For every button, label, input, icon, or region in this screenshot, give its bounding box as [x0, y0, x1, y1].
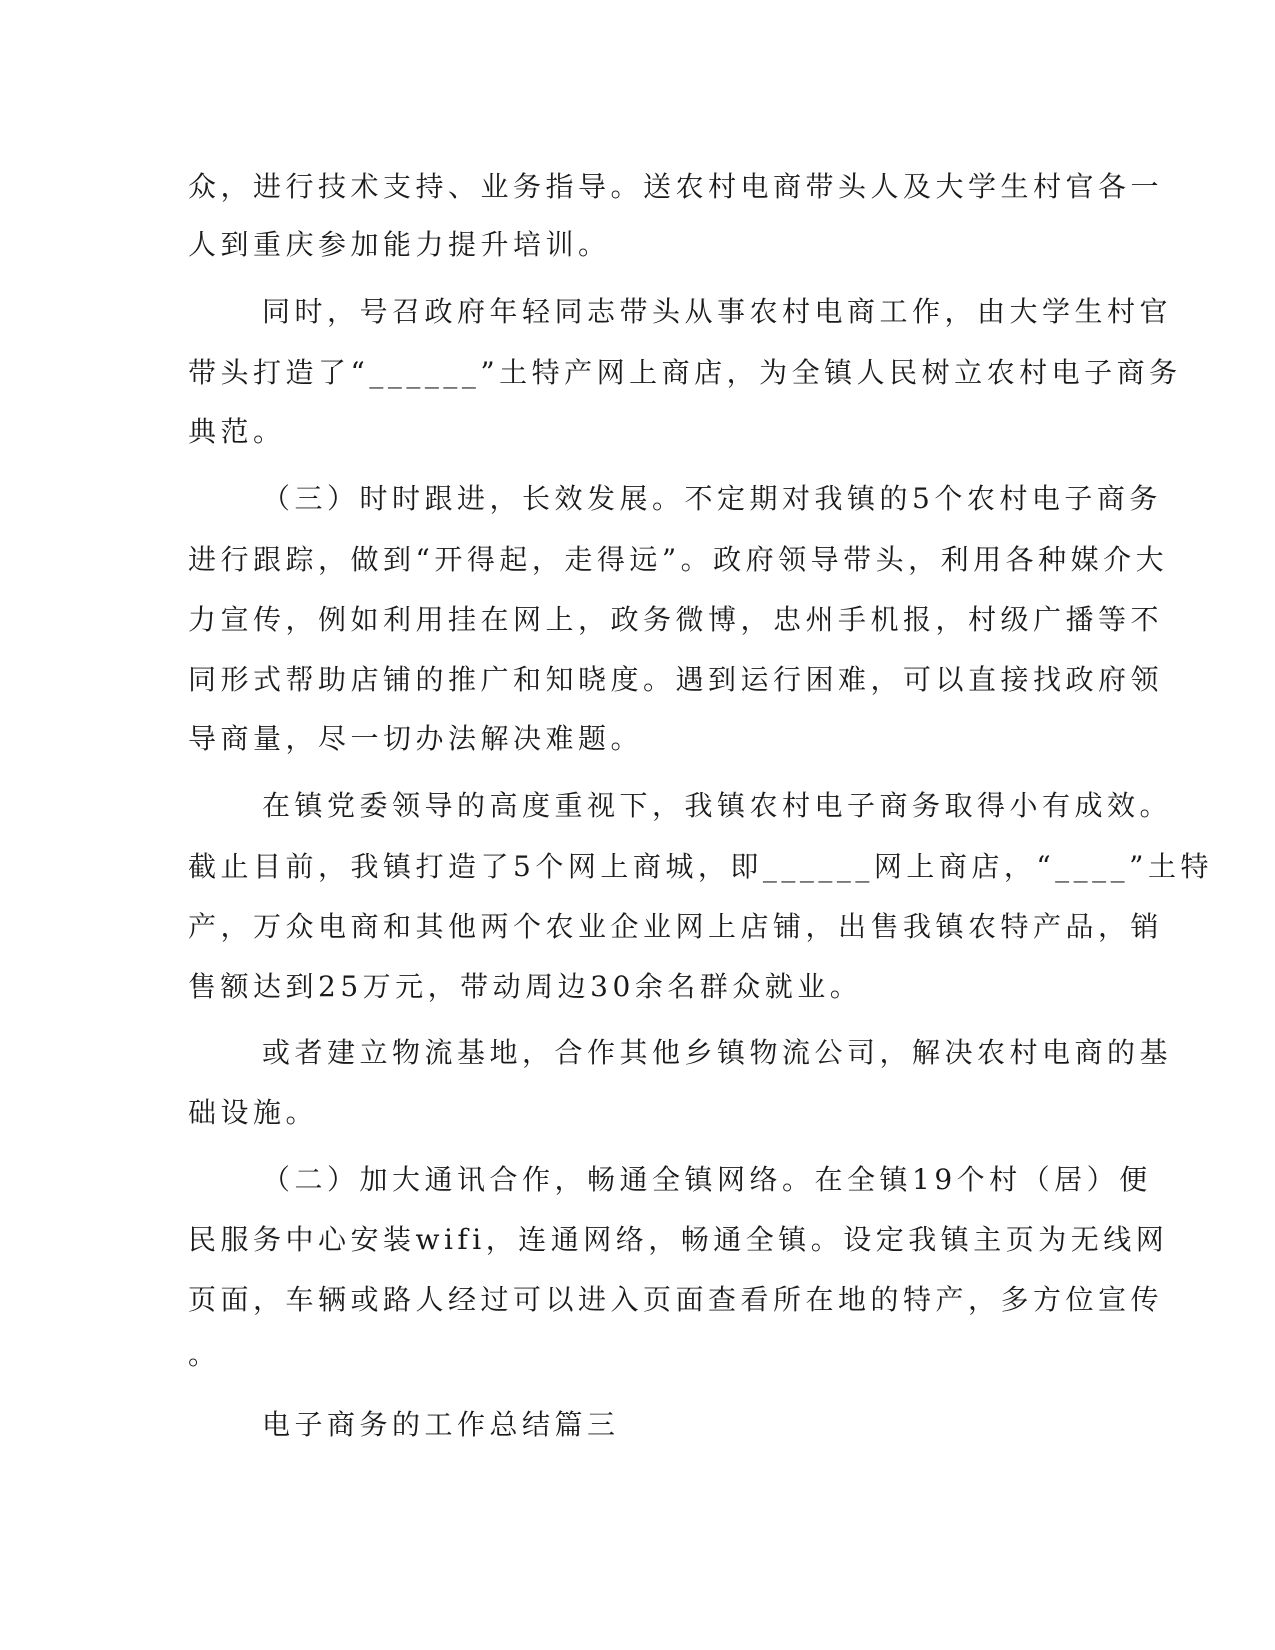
- paragraph-line: 同时，号召政府年轻同志带头从事农村电商工作，由大学生村官: [262, 295, 1173, 328]
- paragraph-line: 础设施。: [188, 1096, 319, 1129]
- paragraph-line: 民服务中心安装wifi，连通网络，畅通全镇。设定我镇主页为无线网: [188, 1223, 1169, 1256]
- paragraph-line: 进行跟踪，做到“开得起，走得远”。政府领导带头，利用各种媒介大: [188, 543, 1169, 576]
- paragraph-line: 众，进行技术支持、业务指导。送农村电商带头人及大学生村官各一: [188, 170, 1164, 203]
- section-heading: 电子商务的工作总结篇三: [262, 1408, 620, 1441]
- paragraph-line: 产，万众电商和其他两个农业企业网上店铺，出售我镇农特产品，销: [188, 910, 1164, 943]
- paragraph-line: 人到重庆参加能力提升培训。: [188, 228, 611, 261]
- paragraph-line: 同形式帮助店铺的推广和知晓度。遇到运行困难，可以直接找政府领: [188, 663, 1164, 696]
- paragraph-line: 。: [188, 1338, 221, 1371]
- paragraph-line: 页面，车辆或路人经过可以进入页面查看所在地的特产，多方位宣传: [188, 1283, 1164, 1316]
- paragraph-line: 典范。: [188, 415, 286, 448]
- paragraph-line: 力宣传，例如利用挂在网上，政务微博，忠州手机报，村级广播等不: [188, 603, 1164, 636]
- paragraph-line: 售额达到25万元，带动周边30余名群众就业。: [188, 970, 863, 1003]
- paragraph-line: 带头打造了“______”土特产网上商店，为全镇人民树立农村电子商务: [188, 356, 1182, 389]
- paragraph-line: 在镇党委领导的高度重视下，我镇农村电子商务取得小有成效。: [262, 789, 1173, 822]
- paragraph-line: 或者建立物流基地，合作其他乡镇物流公司，解决农村电商的基: [262, 1036, 1173, 1069]
- paragraph-line: （二）加大通讯合作，畅通全镇网络。在全镇19个村（居）便: [262, 1163, 1152, 1196]
- paragraph-line: （三）时时跟进，长效发展。不定期对我镇的5个农村电子商务: [262, 482, 1162, 515]
- paragraph-line: 导商量，尽一切办法解决难题。: [188, 722, 644, 755]
- paragraph-line: 截止目前，我镇打造了5个网上商城，即______网上商店，“____”土特: [188, 850, 1213, 883]
